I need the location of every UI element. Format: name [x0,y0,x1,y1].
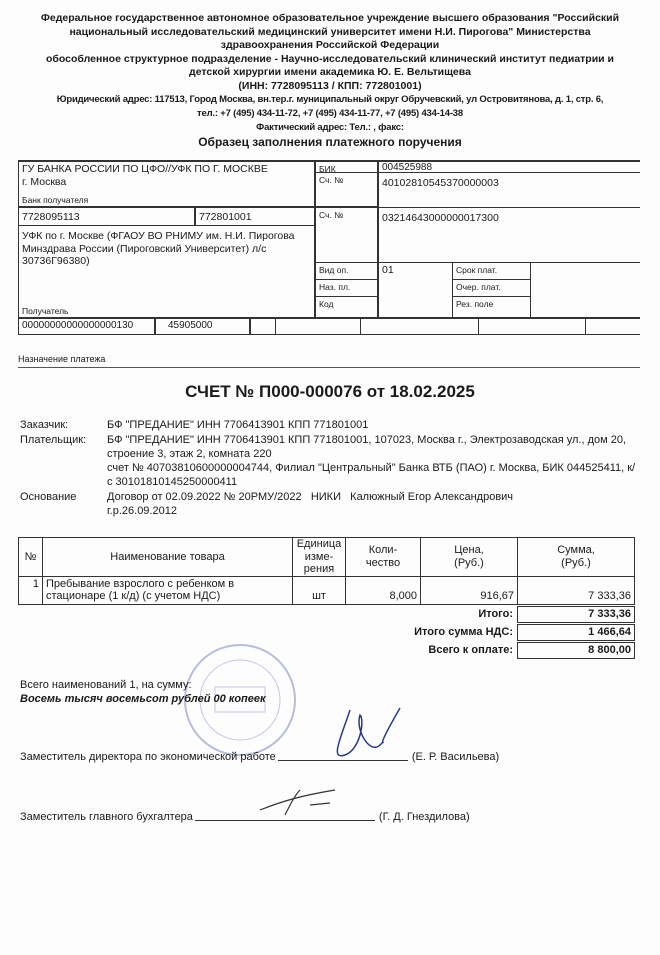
col-unit: Единица изме-рения [293,538,346,577]
bank-cell [18,160,315,207]
naz-pl-label: Наз. пл. [315,279,378,297]
basis-value: Договор от 02.09.2022 № 20РМУ/2022 НИКИ Калюжный Егор Александрович г.р.26.09.2012 [107,491,517,517]
recipient-label: Получатель [22,305,69,316]
row-price: 916,67 [421,576,518,604]
vid-op-label: Вид оп. [315,262,378,280]
customer-row [20,418,640,432]
amount-in-words: Восемь тысяч восемьсот рублей 00 копеек [20,693,266,705]
payer-row [20,433,640,489]
empty-cell [275,318,361,335]
bank-name: ГУ БАНКА РОССИИ ПО ЦФО//УФК ПО Г. МОСКВЕ [22,163,268,175]
col-name: Наименование товара [43,538,293,577]
empty-cell [360,318,479,335]
due-label: Всего к оплате: [428,644,513,656]
purpose-label: Назначение платежа [18,354,106,364]
due-value: 8 800,00 [517,642,635,659]
signatory2-name: (Г. Д. Гнездилова) [378,811,470,823]
total-row [18,606,635,623]
header-line: детской хирургии имени академика Ю. Е. Вельтищева [189,66,471,78]
customer-value: БФ "ПРЕДАНИЕ" ИНН 7706413901 КПП 771801001 [107,419,369,431]
items-section [18,537,635,659]
items-count: Всего наименований 1, на сумму: [20,679,192,691]
col-number: № [19,538,43,577]
srok-label: Срок плат. [452,262,531,280]
ocher-label: Очер. плат. [452,279,531,297]
col-qty: Коли-чество [346,538,421,577]
payer-label: Плательщик: [20,434,87,446]
bik-label: БИК [315,160,378,173]
signature-icon [255,785,355,820]
customer-label: Заказчик: [20,419,69,431]
corr-account-value: 40102810545370000003 [378,172,640,207]
totals [18,606,635,659]
table-row [19,576,635,604]
signatory2-title: Заместитель главного бухгалтера [20,811,193,823]
header-line: национальный исследовательский медицинский университет имени Н.И. Пирогова" Министерства [69,25,591,38]
header-line: обособленное структурное подразделение - Научно-исследовательский клинический институт педиатрии и [45,52,615,65]
empty-cell [478,318,586,335]
rez-label: Рез. поле [452,296,531,318]
legal-address: Юридический адрес: 117513, Город Москва, вн.тер.г. муниципальный округ Обручевский, ул Островитянова, д. 1, стр. 6, [56,94,604,105]
signatory1-name: (Е. Р. Васильева) [411,751,500,763]
phones: тел.: +7 (495) 434-11-72, +7 (495) 434-11-77, +7 (495) 434-14-38 [197,108,463,119]
corr-account-label: Сч. № [315,172,378,207]
row-name: Пребывание взрослого с ребенком в стационаре (1 к/д) (с учетом НДС) [43,576,293,604]
basis-label: Основание [20,491,77,503]
col-sum: Сумма, (Руб.) [518,538,635,577]
signatory1-title: Заместитель директора по экономической работе [20,751,276,763]
invoice-title: СЧЕТ № П000-000076 от 18.02.2025 [185,382,475,401]
empty-cell [585,318,640,335]
signature-line [195,820,375,821]
row-sum: 7 333,36 [518,576,635,604]
oktmo-value: 45905000 [155,318,250,335]
col-price: Цена, (Руб.) [421,538,518,577]
vat-value: 1 466,64 [517,624,635,641]
row-unit: шт [293,576,346,604]
inn-kpp: (ИНН: 7728095113 / КПП: 772801001) [238,79,422,92]
basis-row [20,490,640,518]
recipient-name: УФК по г. Москве (ФГАОУ ВО РНИМУ им. Н.И. Пирогова Минздрава России (Пироговский Университет) л/с 30736Г96380) [22,230,295,267]
actual-address: Фактический адрес: Тел.: , факс: [256,122,404,133]
recipient-kpp: 772801001 [195,207,315,226]
payer-address: БФ "ПРЕДАНИЕ" ИНН 7706413901 КПП 771801001, 107023, Москва г., Электрозаводская ул., дом 20, строение 3, этаж 2, комната 220 [107,434,627,460]
kbk-value: 00000000000000000130 [18,318,155,335]
org-header [0,12,660,150]
signature-icon [310,700,420,780]
bank-label: Банк получателя [22,194,89,205]
row-qty: 8,000 [346,576,421,604]
total-label: Итого: [478,608,513,620]
bank-city: г. Москва [22,175,67,188]
invoice-parties [20,418,640,519]
bik-value: 004525988 [378,160,640,173]
payer-value [107,433,640,489]
account-value: 03214643000000017300 [378,207,640,263]
vat-row [18,624,635,641]
recipient-inn: 7728095113 [18,207,195,226]
table-header-row [19,538,635,577]
recipient-cell [18,226,315,318]
header-line: здравоохранения Российской Федерации [220,39,440,51]
due-row [18,642,635,659]
vat-label: Итого сумма НДС: [414,626,513,638]
total-value: 7 333,36 [517,606,635,623]
kod-label: Код [315,296,378,318]
empty-cell [250,318,276,335]
empty-cell [530,262,640,318]
account-label: Сч. № [315,207,378,263]
vid-op-value: 01 [378,262,453,318]
items-table [18,537,635,605]
header-line: Федеральное государственное автономное образовательное учреждение высшего образования "Российский [40,12,620,24]
divider [18,367,640,368]
payer-bank: счет № 40703810600000004744, Филиал "Центральный" Банка ВТБ (ПАО) г. Москва, БИК 044525411, к/с 30101810145250000411 [107,462,636,488]
sample-title: Образец заполнения платежного поручения [198,135,462,149]
row-number: 1 [19,576,43,604]
